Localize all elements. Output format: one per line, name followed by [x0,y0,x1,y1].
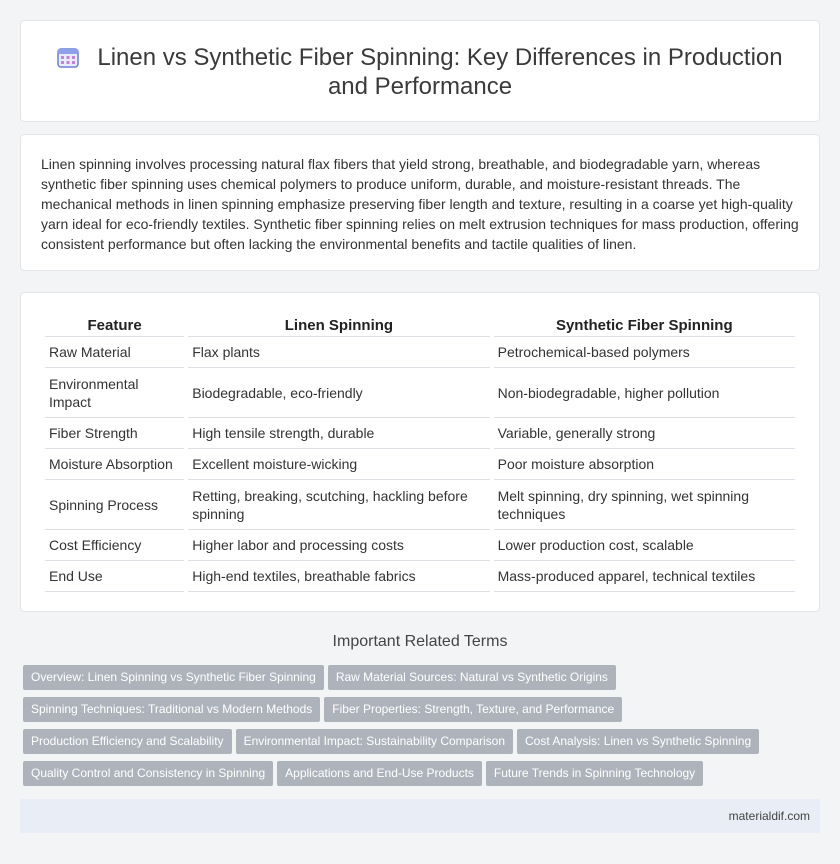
table-row [45,561,795,592]
table-cell: Flax plants [188,337,489,368]
related-term-tag[interactable]: Environmental Impact: Sustainability Comparison [236,729,513,754]
table-cell: Biodegradable, eco-friendly [188,368,489,418]
table-row [45,368,795,418]
table-row [45,337,795,368]
tag-row [23,729,823,761]
related-term-tag[interactable]: Cost Analysis: Linen vs Synthetic Spinning [517,729,759,754]
related-term-tag[interactable]: Future Trends in Spinning Technology [486,761,703,786]
column-header-feature: Feature [45,315,184,337]
table-cell: Fiber Strength [45,418,184,449]
table-row [45,530,795,561]
table-cell: High tensile strength, durable [188,418,489,449]
related-terms-title: Important Related Terms [332,633,508,650]
table-cell: Poor moisture absorption [494,449,795,480]
table-cell: Higher labor and processing costs [188,530,489,561]
page-title-row [21,43,819,101]
tag-row [23,665,823,697]
table-cell: Lower production cost, scalable [494,530,795,561]
table-cell: Excellent moisture-wicking [188,449,489,480]
table-cell: Spinning Process [45,480,184,530]
table-cell: Mass-produced apparel, technical textiles [494,561,795,592]
comparison-table-card [20,292,820,612]
footer-site-link[interactable]: materialdif.com [728,809,810,823]
column-header-linen: Linen Spinning [188,315,489,337]
table-cell: Moisture Absorption [45,449,184,480]
table-cell: High-end textiles, breathable fabrics [188,561,489,592]
related-term-tag[interactable]: Production Efficiency and Scalability [23,729,232,754]
table-row [45,480,795,530]
table-cell: End Use [45,561,184,592]
related-term-tag[interactable]: Overview: Linen Spinning vs Synthetic Fiber Spinning [23,665,324,690]
related-terms-tags [23,665,823,793]
intro-paragraph: Linen spinning involves processing natural flax fibers that yield strong, breathable, and biodegradable yarn, whereas synthetic fiber spinning uses chemical polymers to produce uniform, durable, and moisture-resistant threads. The mechanical methods in linen spinning emphasize preserving fiber length and texture, resulting in a coarse yet high-quality yarn ideal for eco-friendly textiles. Synthetic fiber spinning relies on melt extrusion techniques for mass production, offering consistent performance but often lacking the environmental benefits and tactile qualities of linen. [41,156,799,252]
table-cell: Environmental Impact [45,368,184,418]
tag-row [23,761,823,793]
calendar-grid-icon [57,46,79,68]
table-header-row [45,315,795,337]
related-term-tag[interactable]: Spinning Techniques: Traditional vs Modern Methods [23,697,320,722]
tag-row [23,697,823,729]
related-term-tag[interactable]: Fiber Properties: Strength, Texture, and Performance [324,697,622,722]
table-cell: Variable, generally strong [494,418,795,449]
table-cell: Melt spinning, dry spinning, wet spinning techniques [494,480,795,530]
table-cell: Non-biodegradable, higher pollution [494,368,795,418]
table-cell: Cost Efficiency [45,530,184,561]
related-term-tag[interactable]: Applications and End-Use Products [277,761,482,786]
table-cell: Retting, breaking, scutching, hackling before spinning [188,480,489,530]
header-card [20,20,820,122]
footer-bar [20,799,820,833]
table-cell: Petrochemical-based polymers [494,337,795,368]
page-title: Linen vs Synthetic Fiber Spinning: Key Differences in Production and Performance [97,44,783,100]
comparison-table [41,315,799,592]
related-term-tag[interactable]: Raw Material Sources: Natural vs Synthetic Origins [328,665,616,690]
table-row [45,449,795,480]
column-header-synthetic: Synthetic Fiber Spinning [494,315,795,337]
table-row [45,418,795,449]
related-term-tag[interactable]: Quality Control and Consistency in Spinning [23,761,273,786]
intro-card [20,134,820,271]
table-cell: Raw Material [45,337,184,368]
